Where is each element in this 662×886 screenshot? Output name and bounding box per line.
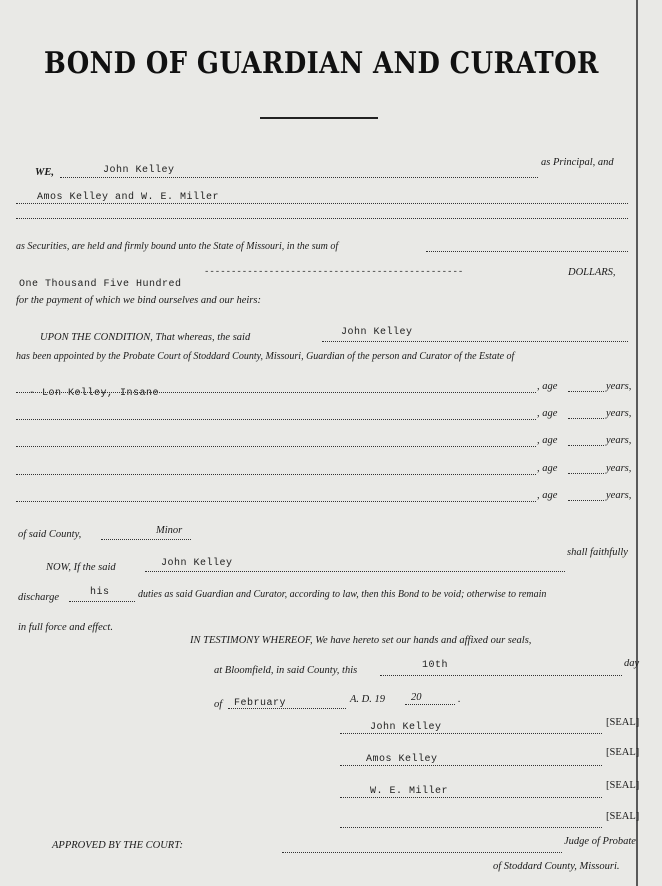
approved-text: APPROVED BY THE COURT:: [52, 840, 183, 851]
pronoun-line: [69, 601, 135, 602]
force-text: in full force and effect.: [18, 622, 113, 633]
seal-label: [SEAL]: [606, 780, 640, 791]
shall-faithfully: shall faithfully: [567, 547, 628, 558]
seal-label: [SEAL]: [606, 811, 640, 822]
sum-line: [426, 251, 628, 252]
day-value: 10th: [422, 660, 449, 671]
age-label: , age: [537, 408, 558, 419]
years-label: years,: [606, 463, 632, 474]
we-label: WE,: [35, 167, 54, 178]
as-principal-label: as Principal, and: [541, 157, 614, 168]
now-text: NOW, If the said: [46, 562, 116, 573]
condition-name-line: [322, 341, 628, 342]
age-label: , age: [537, 435, 558, 446]
ad-label: A. D. 19: [350, 694, 385, 705]
blank-line: [16, 218, 628, 219]
age-line: [568, 391, 604, 392]
pronoun-value: his: [90, 587, 110, 598]
year-line: [405, 704, 455, 705]
dollars-label: DOLLARS,: [568, 267, 616, 278]
years-label: years,: [606, 408, 632, 419]
place-text: at Bloomfield, in said County, this: [214, 665, 358, 676]
signature-name: W. E. Miller: [370, 786, 449, 797]
amount-words: One Thousand Five Hundred: [19, 279, 182, 290]
age-label: , age: [537, 463, 558, 474]
principal-name: John Kelley: [103, 165, 175, 176]
discharge-text: duties as said Guardian and Curator, according to law, then this Bond to be void; otherwise to remain: [138, 589, 547, 600]
signature-name: Amos Kelley: [366, 754, 438, 765]
seal-label: [SEAL]: [606, 717, 640, 728]
day-label: day: [624, 658, 640, 669]
payment-text: for the payment of which we bind ourselves and our heirs:: [16, 295, 261, 306]
year-value: 20: [411, 692, 422, 703]
securities-text: as Securities, are held and firmly bound unto the State of Missouri, in the sum of: [16, 241, 339, 252]
year-end: .: [458, 694, 461, 705]
principal-line: [60, 177, 538, 178]
county-missouri: of Stoddard County, Missouri.: [493, 861, 620, 872]
years-label: years,: [606, 435, 632, 446]
now-name-line: [145, 571, 565, 572]
amount-dashes: ------------------------------------------------: [204, 267, 464, 277]
ward-name-line: [16, 419, 536, 420]
condition-text: UPON THE CONDITION, That whereas, the said: [40, 332, 251, 343]
ward-name-line: [16, 501, 536, 502]
county-text: of said County,: [18, 529, 82, 540]
age-line: [568, 418, 604, 419]
day-line: [380, 675, 622, 676]
now-name: John Kelley: [161, 558, 233, 569]
appointment-text: has been appointed by the Probate Court of Stoddard County, Missouri, Guardian of the person and Curator of the Estate of: [16, 351, 515, 362]
testimony-text: IN TESTIMONY WHEREOF, We have hereto set our hands and affixed our seals,: [190, 635, 532, 646]
ward-name-line: [16, 446, 536, 447]
month-value: February: [234, 698, 287, 709]
age-line: [568, 473, 604, 474]
judge-label: Judge of Probate: [564, 836, 636, 847]
signature-line: [340, 827, 602, 828]
age-line: [568, 500, 604, 501]
ward-name-line: [16, 474, 536, 475]
title-underline: [260, 117, 378, 119]
age-line: [568, 445, 604, 446]
county-status: Minor: [156, 525, 183, 536]
document-title: BOND OF GUARDIAN AND CURATOR: [44, 46, 599, 81]
ward-name: - Lon Kelley, Insane: [29, 388, 160, 399]
condition-name: John Kelley: [341, 327, 413, 338]
age-label: , age: [537, 490, 558, 501]
county-status-line: [101, 539, 191, 540]
years-label: years,: [606, 381, 632, 392]
of-label: of: [214, 699, 223, 710]
years-label: years,: [606, 490, 632, 501]
sureties-names: Amos Kelley and W. E. Miller: [37, 192, 220, 203]
signature-name: John Kelley: [370, 722, 442, 733]
judge-line: [282, 852, 562, 853]
seal-label: [SEAL]: [606, 747, 640, 758]
discharge-label: discharge: [18, 592, 60, 603]
age-label: , age: [537, 381, 558, 392]
